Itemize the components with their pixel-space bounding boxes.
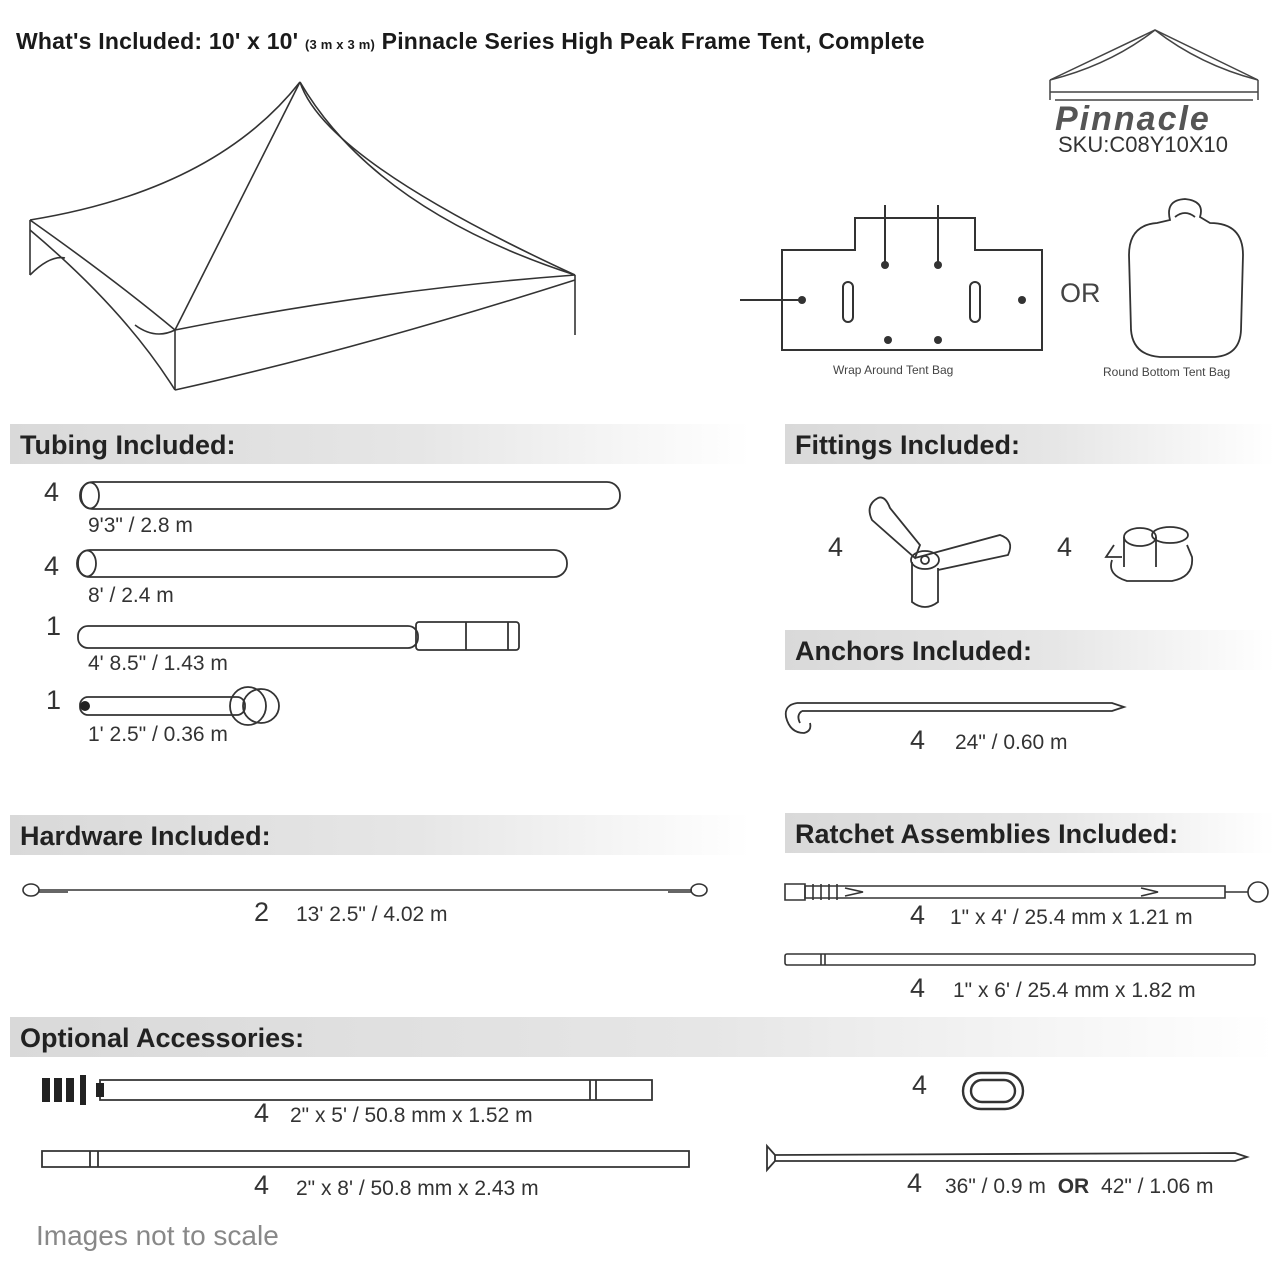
cable-illustration xyxy=(20,880,710,902)
ratchet-2-size: 1" x 6' / 25.4 mm x 1.82 m xyxy=(953,979,1196,1002)
section-hardware xyxy=(10,815,750,855)
section-ratchet-title: Ratchet Assemblies Included: xyxy=(795,819,1179,849)
optional-2-size: 2" x 8' / 50.8 mm x 2.43 m xyxy=(296,1177,539,1200)
tube-2-illustration xyxy=(75,548,570,580)
tube-2-size: 8' / 2.4 m xyxy=(88,584,174,607)
section-ratchet xyxy=(785,813,1275,853)
section-fittings xyxy=(785,424,1275,464)
tube-3-size: 4' 8.5" / 1.43 m xyxy=(88,652,228,675)
round-bottom-bag-illustration xyxy=(1125,195,1250,365)
tube-1-size: 9'3" / 2.8 m xyxy=(88,514,193,537)
tube-3-illustration xyxy=(76,620,526,652)
or-label: OR xyxy=(1060,278,1101,308)
section-tubing xyxy=(10,424,750,464)
section-anchors xyxy=(785,630,1275,670)
tube-1-illustration xyxy=(78,480,623,512)
section-optional-title: Optional Accessories: xyxy=(20,1023,305,1053)
optional-3-qty: 4 xyxy=(912,1070,928,1100)
optional-2-qty: 4 xyxy=(254,1170,270,1200)
optional-strap-2-illustration xyxy=(40,1148,692,1170)
section-hardware-title: Hardware Included: xyxy=(20,821,271,851)
tent-canopy-illustration xyxy=(25,80,585,390)
sku-label: SKU:C08Y10X10 xyxy=(1058,132,1228,157)
ratchet-1-qty: 4 xyxy=(910,900,926,930)
optional-strap-1-illustration xyxy=(40,1075,655,1105)
brand-logo: Pinnacle xyxy=(1055,100,1211,138)
fitting-2-qty: 4 xyxy=(1057,532,1073,562)
ratchet-strap-2-illustration xyxy=(783,952,1258,968)
wrap-around-bag-illustration xyxy=(740,200,1050,355)
large-stake-illustration xyxy=(765,1143,1250,1173)
foot-plate-illustration xyxy=(1102,515,1202,590)
section-tubing-title: Tubing Included: xyxy=(20,430,236,460)
tube-2-qty: 4 xyxy=(44,551,60,581)
ratchet-strap-1-illustration xyxy=(783,878,1273,906)
optional-4-size-a: 36" / 0.9 m xyxy=(945,1175,1046,1198)
section-anchors-title: Anchors Included: xyxy=(795,636,1033,666)
optional-1-size: 2" x 5' / 50.8 mm x 1.52 m xyxy=(290,1104,533,1127)
peak-fitting-illustration xyxy=(860,490,1020,615)
tube-3-qty: 1 xyxy=(46,611,62,641)
tube-4-size: 1' 2.5" / 0.36 m xyxy=(88,723,228,746)
carabiner-illustration xyxy=(960,1070,1028,1112)
anchor-size: 24" / 0.60 m xyxy=(955,731,1068,754)
fitting-1-qty: 4 xyxy=(828,532,844,562)
optional-4-size xyxy=(945,1175,1214,1199)
hardware-qty: 2 xyxy=(254,897,270,927)
tube-4-qty: 1 xyxy=(46,685,62,715)
title-metric: (3 m x 3 m) xyxy=(304,37,376,52)
mini-tent-logo xyxy=(1050,20,1260,110)
tube-1-qty: 4 xyxy=(44,477,60,507)
scale-note: Images not to scale xyxy=(36,1220,279,1251)
title-main: What's Included: 10' x 10' xyxy=(16,28,299,54)
round-bag-caption: Round Bottom Tent Bag xyxy=(1103,365,1231,379)
section-optional xyxy=(10,1017,1275,1057)
wrap-bag-caption: Wrap Around Tent Bag xyxy=(833,363,954,377)
section-fittings-title: Fittings Included: xyxy=(795,430,1020,460)
title-rest: Pinnacle Series High Peak Frame Tent, Complete xyxy=(381,28,925,54)
ratchet-2-qty: 4 xyxy=(910,973,926,1003)
optional-4-or: OR xyxy=(1057,1175,1090,1198)
page-title xyxy=(16,28,925,55)
tube-4-illustration xyxy=(78,685,288,725)
hardware-size: 13' 2.5" / 4.02 m xyxy=(296,903,448,926)
optional-4-qty: 4 xyxy=(907,1168,923,1198)
anchor-qty: 4 xyxy=(910,725,926,755)
optional-4-size-b: 42" / 1.06 m xyxy=(1101,1175,1214,1198)
optional-1-qty: 4 xyxy=(254,1098,270,1128)
ratchet-1-size: 1" x 4' / 25.4 mm x 1.21 m xyxy=(950,906,1193,929)
